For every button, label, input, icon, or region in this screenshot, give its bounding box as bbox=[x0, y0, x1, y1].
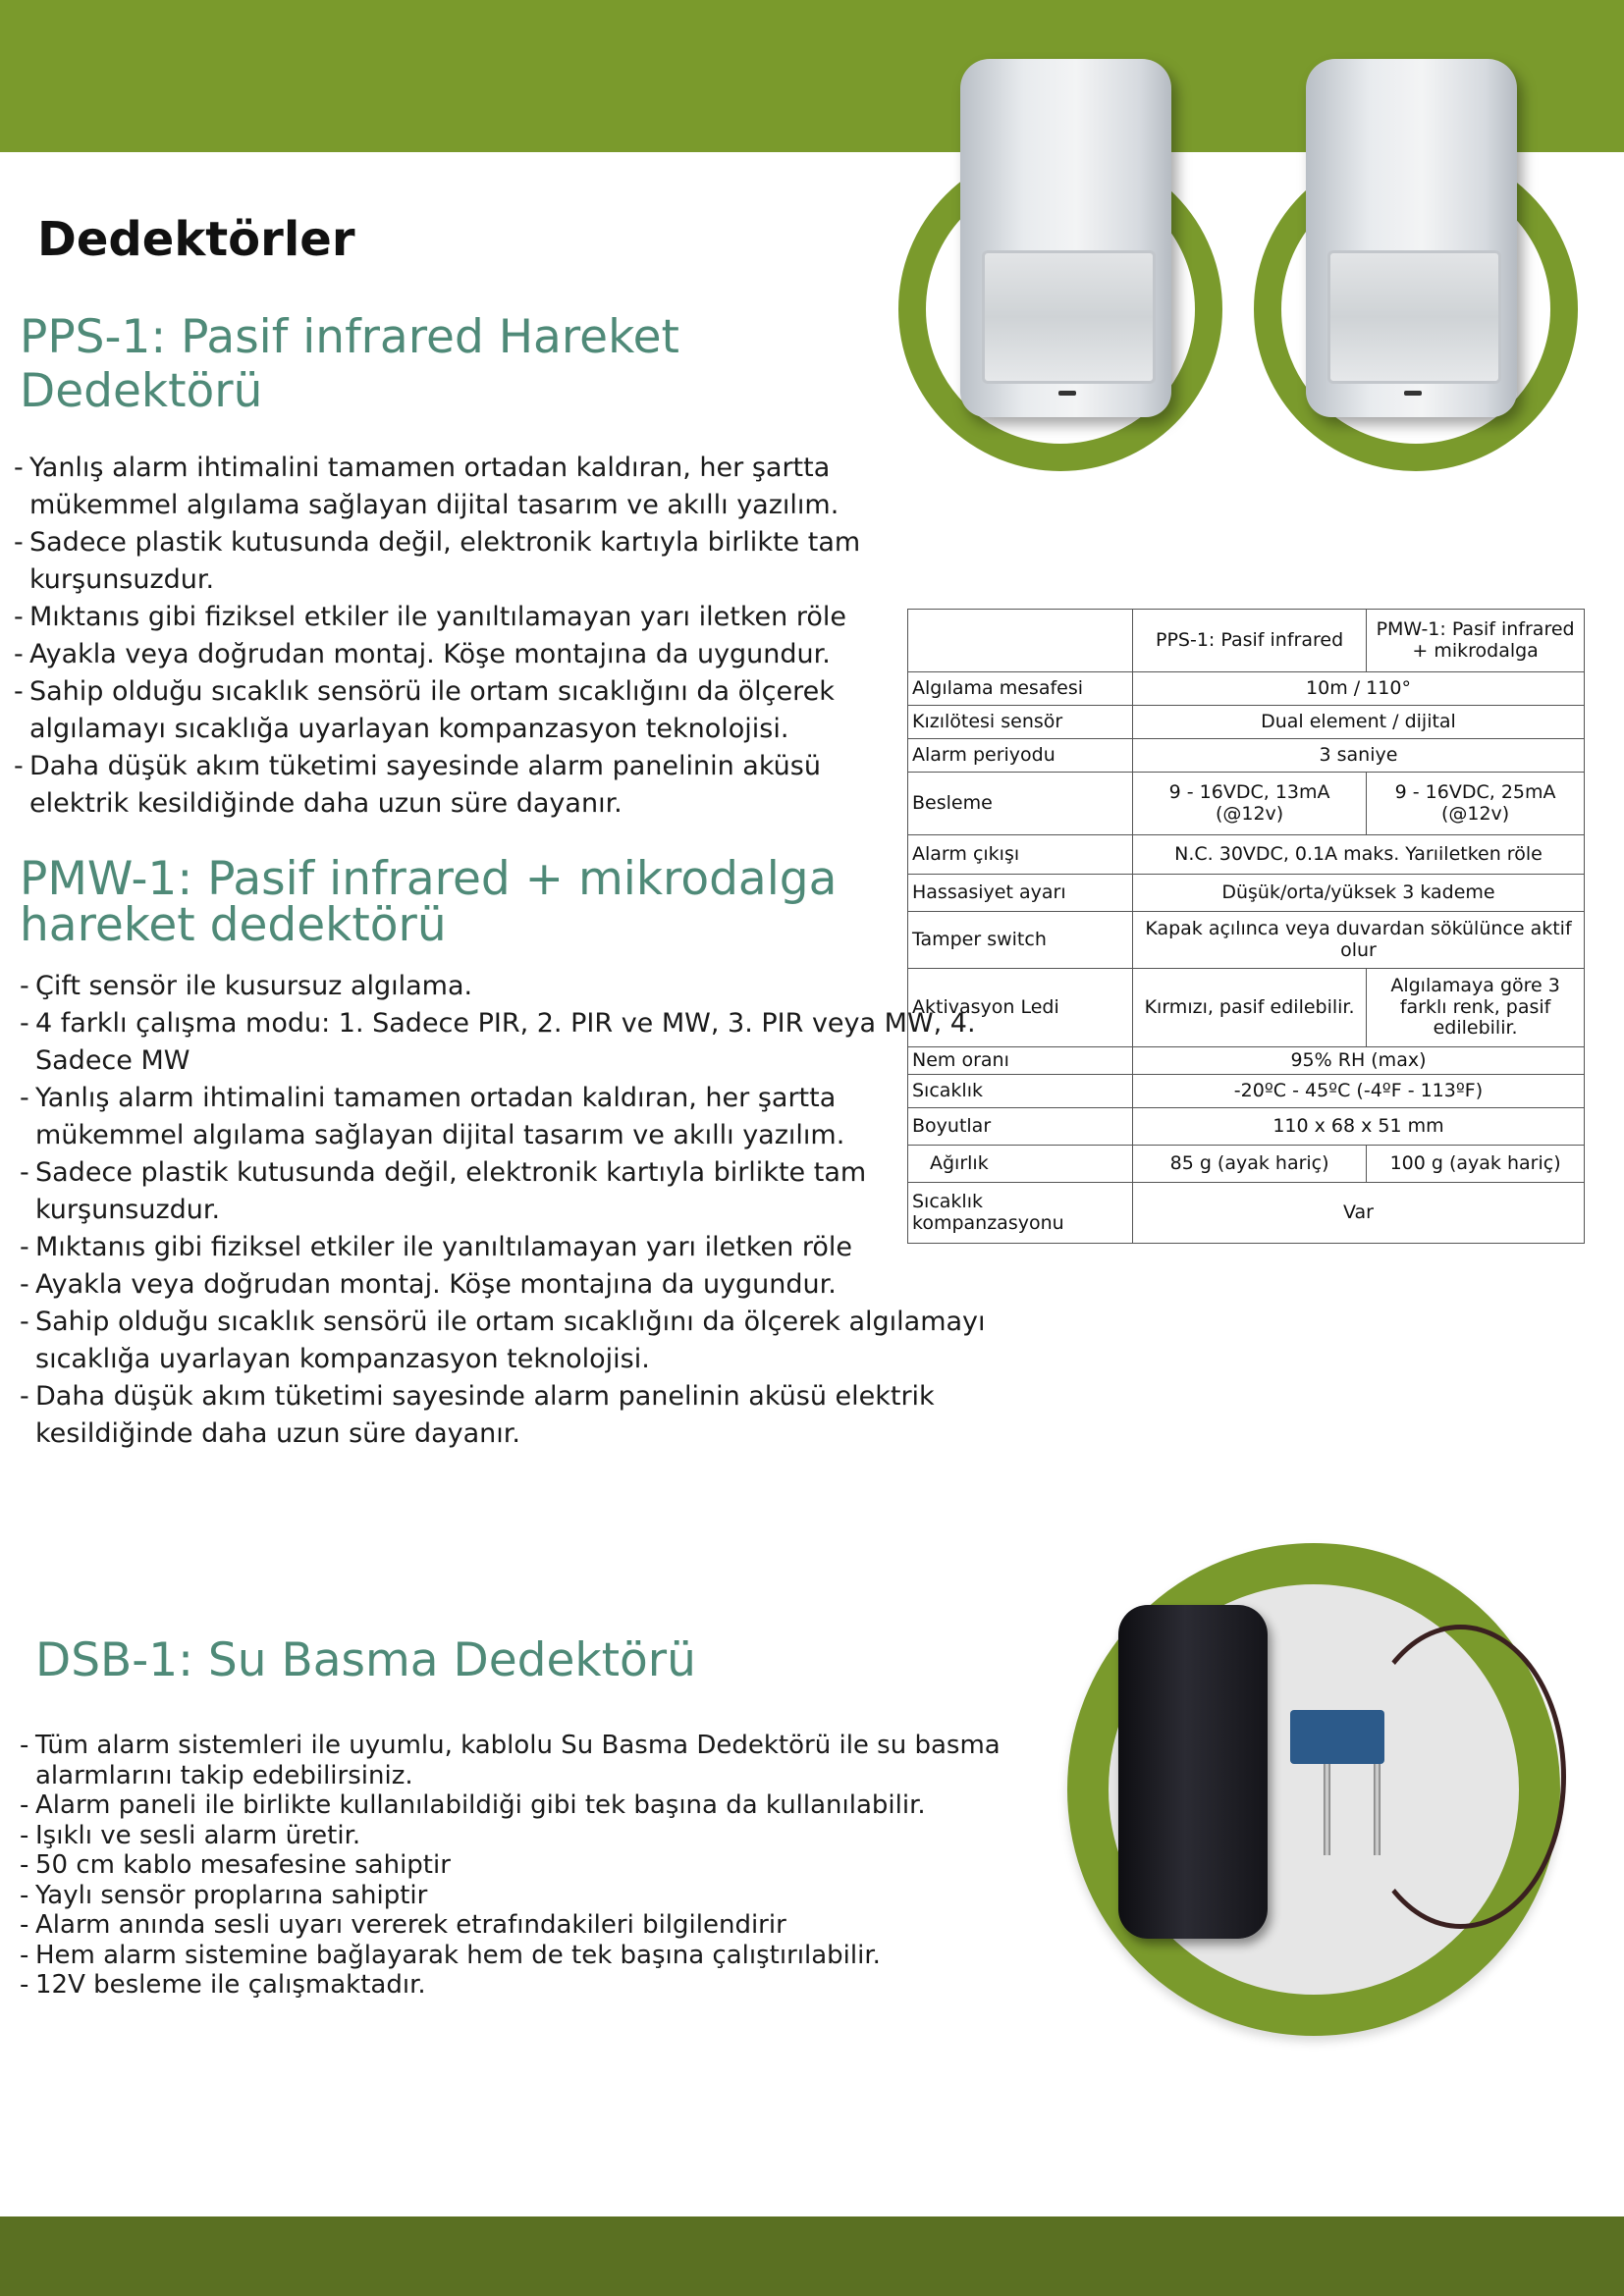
row-label: Tamper switch bbox=[908, 912, 1133, 969]
list-item: - Alarm anında sesli uyarı vererek etrafındakileri bilgilendirir bbox=[20, 1910, 1001, 1941]
dsb-feature-list bbox=[20, 1731, 1001, 2001]
list-item: - Daha düşük akım tüketimi sayesinde alarm panelinin aküsü elektrik kesildiğinde daha uzun süre dayanır. bbox=[20, 1378, 992, 1453]
table-row bbox=[908, 969, 1585, 1047]
list-item: - Yanlış alarm ihtimalini tamamen ortadan kaldıran, her şartta mükemmel algılama sağlayan dijital tasarım ve akıllı yazılım. bbox=[20, 1080, 992, 1154]
row-label: Sıcaklık kompanzasyonu bbox=[908, 1183, 1133, 1244]
row-value: 110 x 68 x 51 mm bbox=[1132, 1108, 1584, 1146]
pmw-section-title: PMW-1: Pasif infrared + mikrodalga hareket dedektörü bbox=[20, 852, 838, 952]
table-row bbox=[908, 773, 1585, 835]
list-item: - Daha düşük akım tüketimi sayesinde alarm panelinin aküsü elektrik kesildiğinde daha uzun süre dayanır. bbox=[14, 748, 897, 823]
table-row bbox=[908, 739, 1585, 773]
row-value: 95% RH (max) bbox=[1132, 1047, 1584, 1075]
list-item: - Sahip olduğu sıcaklık sensörü ile ortam sıcaklığını da ölçerek algılamayı sıcaklığa uyarlayan kompanzasyon teknolojisi. bbox=[20, 1304, 992, 1378]
table-row bbox=[908, 1108, 1585, 1146]
row-label: Kızılötesi sensör bbox=[908, 706, 1133, 739]
row-label: Hassasiyet ayarı bbox=[908, 875, 1133, 912]
table-header-pmw: PMW-1: Pasif infrared + mikrodalga bbox=[1367, 610, 1585, 672]
list-item: - Ayakla veya doğrudan montaj. Köşe montajına da uygundur. bbox=[14, 636, 897, 673]
row-value: N.C. 30VDC, 0.1A maks. Yarıiletken röle bbox=[1132, 835, 1584, 875]
list-item: - Mıktanıs gibi fiziksel etkiler ile yanıltılamayan yarı iletken röle bbox=[14, 599, 897, 636]
pmw-detector-image bbox=[1306, 59, 1517, 417]
dsb-probe-image bbox=[1290, 1710, 1384, 1764]
list-item: - Tüm alarm sistemleri ile uyumlu, kablolu Su Basma Dedektörü ile su basma alarmlarını takip edebilirsiniz. bbox=[20, 1731, 1001, 1790]
list-item: - Sadece plastik kutusunda değil, elektronik kartıyla birlikte tam kurşunsuzdur. bbox=[14, 524, 897, 599]
dsb-cable-image bbox=[1355, 1625, 1566, 1929]
pmw-feature-list bbox=[20, 968, 992, 1453]
row-label: Alarm çıkışı bbox=[908, 835, 1133, 875]
detector-led-slot bbox=[1058, 391, 1076, 396]
list-item: - Alarm paneli ile birlikte kullanılabildiği gibi tek başına da kullanılabilir. bbox=[20, 1790, 1001, 1821]
row-value-pps: Kırmızı, pasif edilebilir. bbox=[1132, 969, 1366, 1047]
row-value-pps: 9 - 16VDC, 13mA (@12v) bbox=[1132, 773, 1366, 835]
table-row bbox=[908, 912, 1585, 969]
row-value-pmw: 100 g (ayak hariç) bbox=[1367, 1146, 1585, 1183]
row-label: Nem oranı bbox=[908, 1047, 1133, 1075]
list-item: - Sahip olduğu sıcaklık sensörü ile ortam sıcaklığını da ölçerek algılamayı sıcaklığa uyarlayan kompanzasyon teknolojisi. bbox=[14, 673, 897, 748]
row-value: Kapak açılınca veya duvardan sökülünce aktif olur bbox=[1132, 912, 1584, 969]
table-row bbox=[908, 610, 1585, 672]
table-row bbox=[908, 875, 1585, 912]
table-row bbox=[908, 1047, 1585, 1075]
table-corner-cell bbox=[908, 610, 1133, 672]
row-label: Algılama mesafesi bbox=[908, 672, 1133, 706]
row-value: -20ºC - 45ºC (-4ºF - 113ºF) bbox=[1132, 1075, 1584, 1108]
list-item: - Çift sensör ile kusursuz algılama. bbox=[20, 968, 992, 1005]
list-item: - Hem alarm sistemine bağlayarak hem de tek başına çalıştırılabilir. bbox=[20, 1941, 1001, 1971]
table-row bbox=[908, 835, 1585, 875]
row-label: Aktivasyon Ledi bbox=[908, 969, 1133, 1047]
row-value: Düşük/orta/yüksek 3 kademe bbox=[1132, 875, 1584, 912]
row-value-pmw: Algılamaya göre 3 farklı renk, pasif edilebilir. bbox=[1367, 969, 1585, 1047]
table-header-pps: PPS-1: Pasif infrared bbox=[1132, 610, 1366, 672]
row-value: Var bbox=[1132, 1183, 1584, 1244]
pps-section-title: PPS-1: Pasif infrared Hareket Dedektörü bbox=[20, 310, 679, 419]
row-value: Dual element / dijital bbox=[1132, 706, 1584, 739]
row-label: Ağırlık bbox=[908, 1146, 1133, 1183]
detector-lens bbox=[982, 250, 1156, 384]
table-row bbox=[908, 672, 1585, 706]
dsb-probe-pin bbox=[1374, 1757, 1380, 1855]
row-value-pmw: 9 - 16VDC, 25mA (@12v) bbox=[1367, 773, 1585, 835]
row-label: Boyutlar bbox=[908, 1108, 1133, 1146]
table-row bbox=[908, 1183, 1585, 1244]
dsb-sensor-image bbox=[1118, 1605, 1268, 1939]
row-label: Besleme bbox=[908, 773, 1133, 835]
row-label: Alarm periyodu bbox=[908, 739, 1133, 773]
detector-led-slot bbox=[1404, 391, 1422, 396]
list-item: - Mıktanıs gibi fiziksel etkiler ile yanıltılamayan yarı iletken röle bbox=[20, 1229, 992, 1266]
list-item: - 12V besleme ile çalışmaktadır. bbox=[20, 1970, 1001, 2001]
page-title: Dedektörler bbox=[37, 212, 355, 267]
dsb-section-title: DSB-1: Su Basma Dedektörü bbox=[35, 1633, 696, 1687]
list-item: - Yaylı sensör proplarına sahiptir bbox=[20, 1881, 1001, 1911]
pps-feature-list bbox=[14, 450, 897, 823]
footer-band bbox=[0, 2216, 1624, 2296]
row-label: Sıcaklık bbox=[908, 1075, 1133, 1108]
table-row bbox=[908, 1075, 1585, 1108]
row-value: 10m / 110° bbox=[1132, 672, 1584, 706]
detector-lens bbox=[1327, 250, 1501, 384]
list-item: - Ayakla veya doğrudan montaj. Köşe montajına da uygundur. bbox=[20, 1266, 992, 1304]
table-row bbox=[908, 706, 1585, 739]
pps-detector-image bbox=[960, 59, 1171, 417]
spec-table bbox=[907, 609, 1585, 1244]
list-item: - Işıklı ve sesli alarm üretir. bbox=[20, 1821, 1001, 1851]
list-item: - 4 farklı çalışma modu: 1. Sadece PIR, 2. PIR ve MW, 3. PIR veya MW, 4. Sadece MW bbox=[20, 1005, 992, 1080]
row-value-pps: 85 g (ayak hariç) bbox=[1132, 1146, 1366, 1183]
list-item: - Sadece plastik kutusunda değil, elektronik kartıyla birlikte tam kurşunsuzdur. bbox=[20, 1154, 992, 1229]
dsb-probe-pin bbox=[1324, 1757, 1330, 1855]
row-value: 3 saniye bbox=[1132, 739, 1584, 773]
list-item: - Yanlış alarm ihtimalini tamamen ortadan kaldıran, her şartta mükemmel algılama sağlayan dijital tasarım ve akıllı yazılım. bbox=[14, 450, 897, 524]
list-item: - 50 cm kablo mesafesine sahiptir bbox=[20, 1850, 1001, 1881]
table-row bbox=[908, 1146, 1585, 1183]
